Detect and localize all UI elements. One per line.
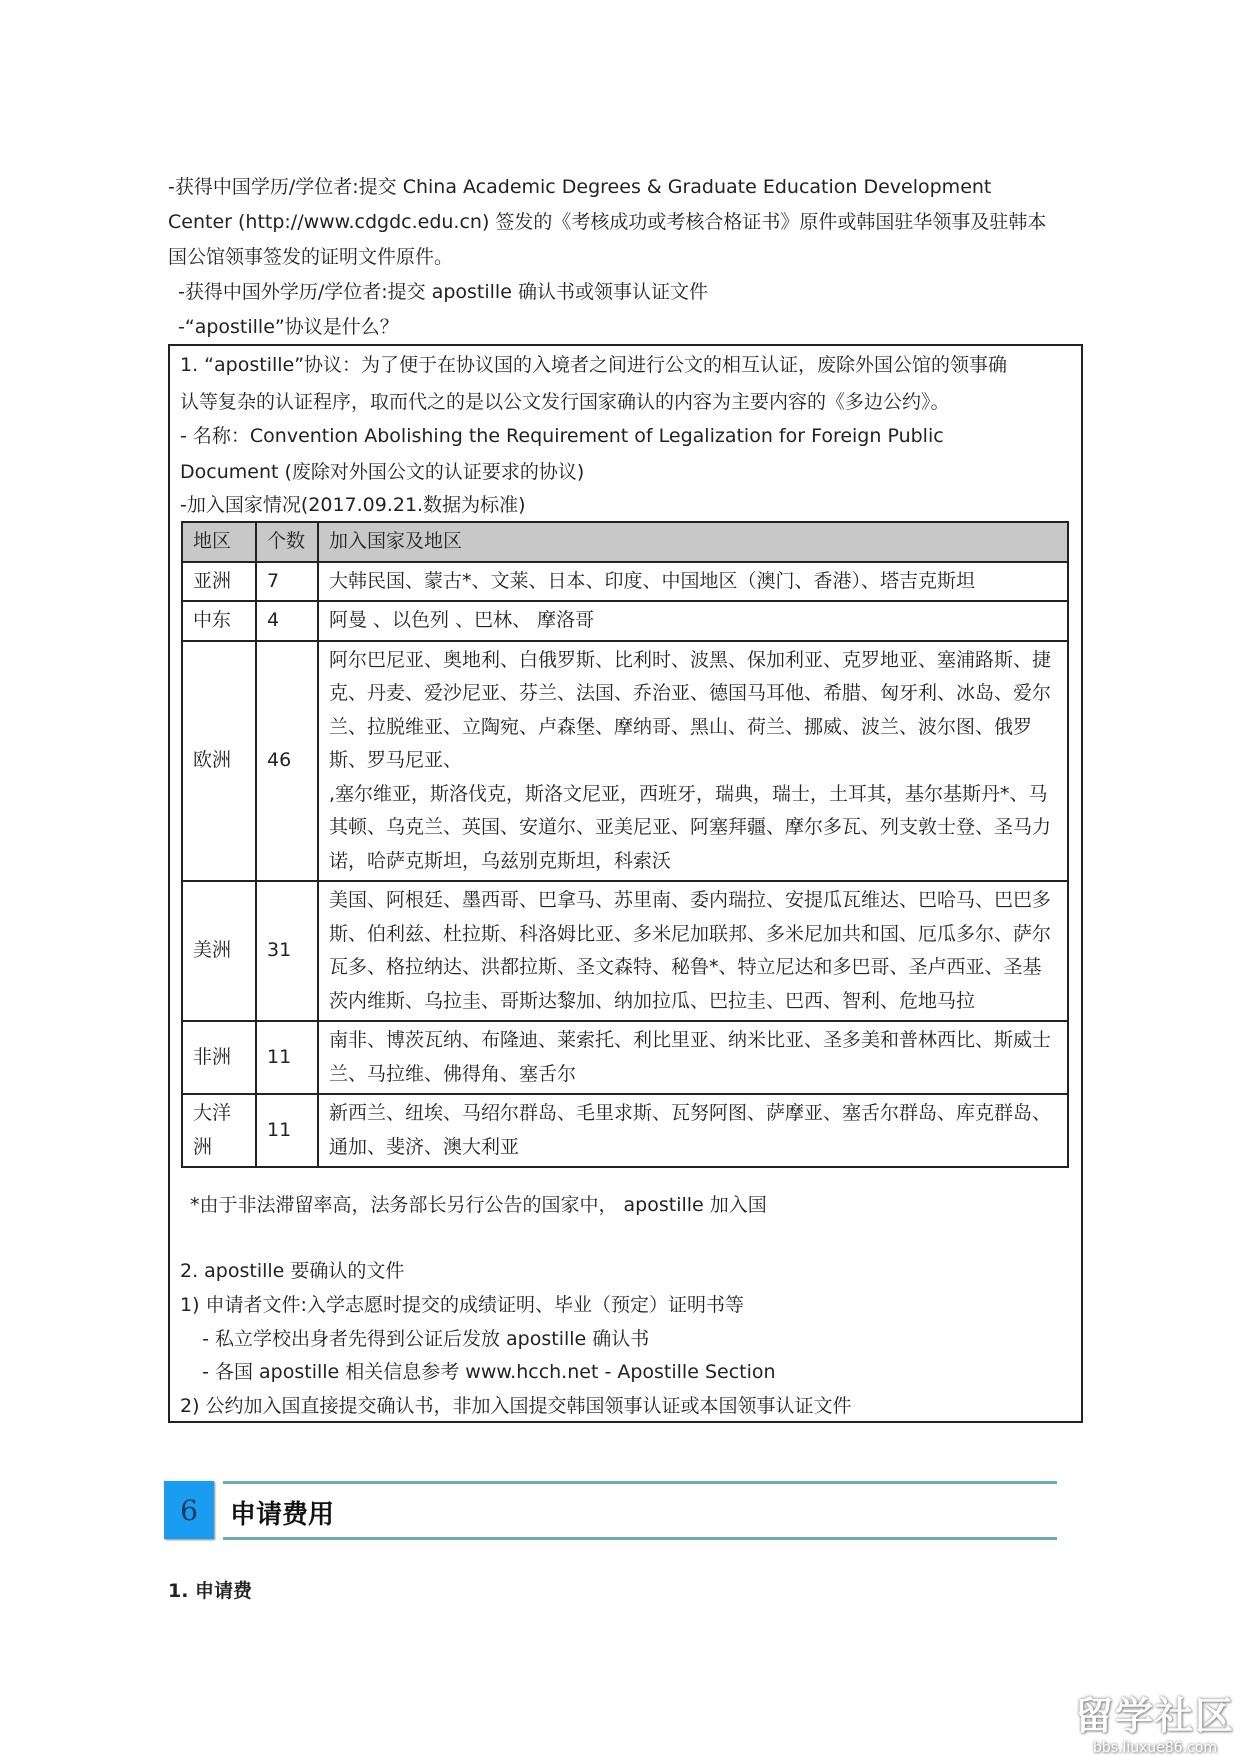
count-cell: 11 [256, 1021, 318, 1094]
count-cell: 7 [256, 562, 318, 602]
table-header-row [182, 522, 1068, 562]
countries-cell: 南非、博茨瓦纳、布隆迪、莱索托、利比里亚、纳米比亚、圣多美和普林西比、斯威士兰、马拉维、佛得角、塞舌尔 [318, 1021, 1068, 1094]
subheading: 1. 申请费 [168, 1580, 253, 1602]
section-rule-bottom [223, 1537, 1057, 1540]
region-cell: 非洲 [182, 1021, 256, 1094]
box-para: 认等复杂的认证程序，取而代之的是以公文发行国家确认的内容为主要内容的《多边公约》。 [180, 391, 950, 413]
header-count: 个数 [256, 522, 318, 562]
table-row [182, 1094, 1068, 1167]
table-row [182, 562, 1068, 602]
countries-text: ,塞尔维亚，斯洛伐克，斯洛文尼亚，西班牙，瑞典，瑞士，土耳其，基尔基斯丹*、马其顿、乌克兰、英国、安道尔、亚美尼亚、阿塞拜疆、摩尔多瓦、列支敦士登、圣马力诺，哈萨克斯坦，乌兹别克斯坦，科索沃 [329, 782, 1052, 872]
box-para: 1. “apostille”协议：为了便于在协议国的入境者之间进行公文的相互认证，废除外国公馆的领事确 [180, 354, 1008, 376]
table-row [182, 881, 1068, 1021]
footnote: *由于非法滞留率高，法务部长另行公告的国家中， apostille 加入国 [190, 1194, 767, 1216]
member-countries-table [181, 521, 1069, 1168]
section-rule-top [223, 1481, 1057, 1484]
countries-cell: 新西兰、纽埃、马绍尔群岛、毛里求斯、瓦努阿图、萨摩亚、塞舌尔群岛、库克群岛、通加、斐济、澳大利亚 [318, 1094, 1068, 1167]
box-para: -加入国家情况(2017.09.21.数据为标准) [180, 494, 526, 516]
watermark-url: bbs.liuxue86.com [1092, 1740, 1218, 1756]
region-cell: 大洋洲 [182, 1094, 256, 1167]
countries-cell [318, 641, 1068, 882]
watermark-title: 留学社区 [1075, 1694, 1236, 1738]
box-para: 2. apostille 要确认的文件 [180, 1260, 405, 1282]
intro-line: Center (http://www.cdgdc.edu.cn) 签发的《考核成功或考核合格证书》原件或韩国驻华领事及驻韩本 [168, 211, 1047, 233]
box-para: Document (废除对外国公文的认证要求的协议) [180, 461, 585, 483]
table-row [182, 601, 1068, 641]
section-number: 6 [164, 1481, 214, 1539]
count-cell: 31 [256, 881, 318, 1021]
region-cell: 亚洲 [182, 562, 256, 602]
intro-line: -“apostille”协议是什么？ [178, 316, 399, 338]
intro-line: -获得中国外学历/学位者:提交 apostille 确认书或领事认证文件 [178, 281, 708, 303]
table-row [182, 1021, 1068, 1094]
intro-line: 国公馆领事签发的证明文件原件。 [168, 246, 454, 268]
count-cell: 11 [256, 1094, 318, 1167]
region-cell: 美洲 [182, 881, 256, 1021]
countries-text: 阿尔巴尼亚、奥地利、白俄罗斯、比利时、波黑、保加利亚、克罗地亚、塞浦路斯、捷克、丹麦、爱沙尼亚、芬兰、法国、乔治亚、德国马耳他、希腊、匈牙利、冰岛、爱尔兰、拉脱维亚、立陶宛、卢森堡、摩纳哥、黑山、荷兰、挪威、波兰、波尔图、俄罗斯、罗马尼亚、 [329, 648, 1052, 771]
box-para: - 私立学校出身者先得到公证后发放 apostille 确认书 [190, 1328, 650, 1350]
region-cell: 中东 [182, 601, 256, 641]
countries-cell: 阿曼 、以色列 、巴林、 摩洛哥 [318, 601, 1068, 641]
section-title: 申请费用 [230, 1500, 335, 1530]
region-cell: 欧洲 [182, 641, 256, 882]
watermark-logo [1075, 1685, 1235, 1756]
box-para: - 各国 apostille 相关信息参考 www.hcch.net - Apostille Section [190, 1361, 776, 1383]
intro-line: -获得中国学历/学位者:提交 China Academic Degrees & Graduate Education Development [168, 176, 992, 198]
count-cell: 46 [256, 641, 318, 882]
countries-cell: 大韩民国、蒙古*、文莱、日本、印度、中国地区（澳门、香港）、塔吉克斯坦 [318, 562, 1068, 602]
table-row [182, 641, 1068, 882]
header-countries: 加入国家及地区 [318, 522, 1068, 562]
header-region: 地区 [182, 522, 256, 562]
countries-cell: 美国、阿根廷、墨西哥、巴拿马、苏里南、委内瑞拉、安提瓜瓦维达、巴哈马、巴巴多斯、伯利兹、杜拉斯、科洛姆比亚、多米尼加联邦、多米尼加共和国、厄瓜多尔、萨尔瓦多、格拉纳达、洪都拉斯、圣文森特、秘鲁*、特立尼达和多巴哥、圣卢西亚、圣基茨内维斯、乌拉圭、哥斯达黎加、纳加拉瓜、巴拉圭、巴西、智利、危地马拉 [318, 881, 1068, 1021]
box-para: - 名称：Convention Abolishing the Requirement of Legalization for Foreign Public [180, 425, 944, 447]
count-cell: 4 [256, 601, 318, 641]
box-para: 2) 公约加入国直接提交确认书，非加入国提交韩国领事认证或本国领事认证文件 [180, 1395, 852, 1417]
box-para: 1) 申请者文件:入学志愿时提交的成绩证明、毕业（预定）证明书等 [180, 1294, 744, 1316]
